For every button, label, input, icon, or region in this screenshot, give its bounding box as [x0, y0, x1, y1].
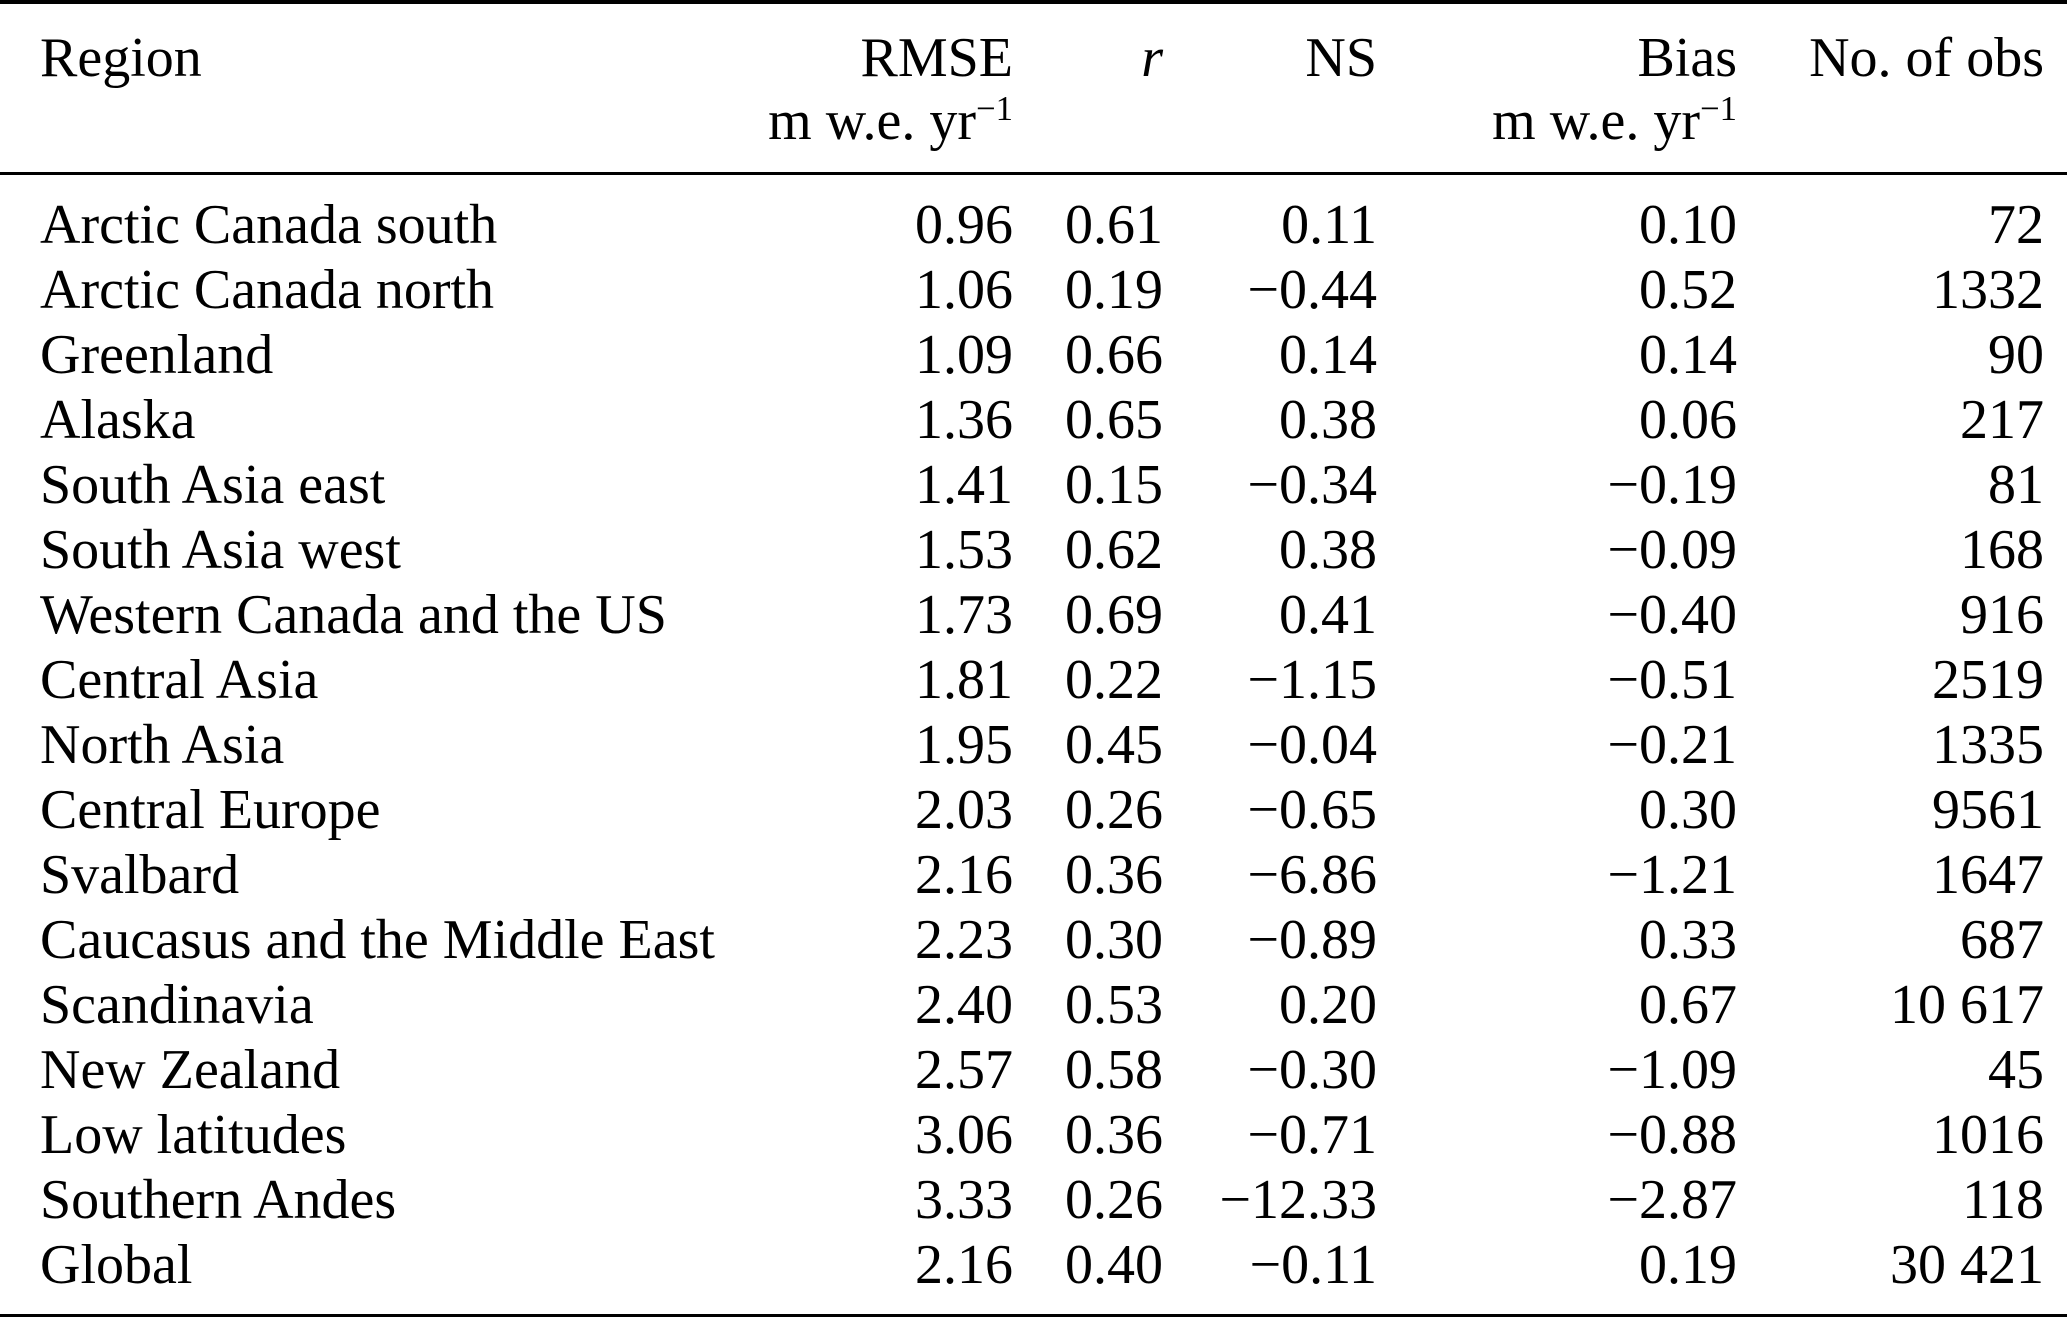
r-cell: 0.22: [1065, 649, 1163, 711]
bias-cell: −1.21: [1607, 844, 1737, 906]
region-cell: Central Europe: [40, 779, 381, 841]
bias-cell: −0.88: [1607, 1104, 1737, 1166]
region-cell: Southern Andes: [40, 1169, 397, 1231]
table-row: [0, 713, 2067, 778]
r-cell: 0.26: [1065, 1169, 1163, 1231]
obs-cell: 1332: [1932, 259, 2044, 321]
table-row: [0, 323, 2067, 388]
bias-cell: 0.10: [1639, 194, 1737, 256]
region-cell: Caucasus and the Middle East: [40, 909, 715, 971]
region-cell: Alaska: [40, 389, 196, 451]
rmse-cell: 1.81: [915, 649, 1013, 711]
obs-cell: 81: [1988, 454, 2044, 516]
r-cell: 0.30: [1065, 909, 1163, 971]
obs-cell: 168: [1960, 519, 2044, 581]
ns-cell: −0.34: [1247, 454, 1377, 516]
r-cell: 0.26: [1065, 779, 1163, 841]
rmse-cell: 1.95: [915, 714, 1013, 776]
obs-cell: 45: [1988, 1039, 2044, 1101]
obs-cell: 1647: [1932, 844, 2044, 906]
r-cell: 0.69: [1065, 584, 1163, 646]
r-cell: 0.66: [1065, 324, 1163, 386]
bias-cell: 0.33: [1639, 909, 1737, 971]
rmse-unit-exponent: −1: [976, 88, 1013, 128]
bias-unit-base: m w.e. yr: [1492, 90, 1701, 152]
region-cell: Low latitudes: [40, 1104, 347, 1166]
obs-cell: 9561: [1932, 779, 2044, 841]
ns-cell: 0.38: [1279, 519, 1377, 581]
obs-cell: 30 421: [1890, 1234, 2044, 1296]
region-cell: North Asia: [40, 714, 285, 776]
obs-cell: 90: [1988, 324, 2044, 386]
ns-cell: 0.20: [1279, 974, 1377, 1036]
header-row-labels: [0, 2, 2067, 88]
region-cell: Svalbard: [40, 844, 240, 906]
table-header: [0, 2, 2067, 174]
region-cell: South Asia west: [40, 519, 401, 581]
region-cell: New Zealand: [40, 1039, 341, 1101]
rmse-cell: 2.40: [915, 974, 1013, 1036]
r-cell: 0.61: [1065, 194, 1163, 256]
ns-cell: −0.89: [1247, 909, 1377, 971]
table-row: [0, 648, 2067, 713]
region-cell: Arctic Canada south: [40, 194, 498, 256]
bias-cell: 0.52: [1639, 259, 1737, 321]
table-row: [0, 453, 2067, 518]
table-row: [0, 908, 2067, 973]
r-cell: 0.40: [1065, 1234, 1163, 1296]
table-row: [0, 1168, 2067, 1233]
rmse-cell: 2.16: [915, 844, 1013, 906]
region-cell: Western Canada and the US: [40, 584, 667, 646]
ns-cell: −1.15: [1247, 649, 1377, 711]
obs-cell: 72: [1988, 194, 2044, 256]
ns-cell: −0.44: [1247, 259, 1377, 321]
r-cell: 0.36: [1065, 844, 1163, 906]
rmse-cell: 1.06: [915, 259, 1013, 321]
rmse-cell: 1.41: [915, 454, 1013, 516]
region-unit-empty: [0, 88, 700, 174]
table-row: [0, 843, 2067, 908]
bias-cell: 0.06: [1639, 389, 1737, 451]
ns-cell: −6.86: [1247, 844, 1377, 906]
ns-cell: 0.14: [1279, 324, 1377, 386]
obs-cell: 217: [1960, 389, 2044, 451]
ns-cell: 0.11: [1281, 194, 1377, 256]
table-row: [0, 388, 2067, 453]
bias-cell: 0.19: [1639, 1234, 1737, 1296]
rmse-cell: 3.33: [915, 1169, 1013, 1231]
ns-unit-empty: [1163, 88, 1377, 174]
region-cell: Greenland: [40, 324, 274, 386]
table-row: [0, 583, 2067, 648]
r-cell: 0.58: [1065, 1039, 1163, 1101]
bias-cell: −0.40: [1607, 584, 1737, 646]
table-row: [0, 258, 2067, 323]
rmse-unit-base: m w.e. yr: [768, 90, 977, 152]
column-header-rmse: RMSE: [860, 27, 1013, 89]
region-cell: South Asia east: [40, 454, 386, 516]
rmse-cell: 1.36: [915, 389, 1013, 451]
header-row-units: [0, 88, 2067, 174]
bias-cell: −0.19: [1607, 454, 1737, 516]
table-row: [0, 518, 2067, 583]
rmse-cell: 2.03: [915, 779, 1013, 841]
ns-cell: 0.38: [1279, 389, 1377, 451]
obs-cell: 10 617: [1890, 974, 2044, 1036]
ns-cell: −0.65: [1247, 779, 1377, 841]
bias-cell: −1.09: [1607, 1039, 1737, 1101]
bias-cell: −0.09: [1607, 519, 1737, 581]
r-cell: 0.19: [1065, 259, 1163, 321]
column-header-region: Region: [40, 27, 202, 89]
obs-cell: 1016: [1932, 1104, 2044, 1166]
r-unit-empty: [1013, 88, 1163, 174]
ns-cell: −0.30: [1247, 1039, 1377, 1101]
r-cell: 0.15: [1065, 454, 1163, 516]
column-header-r: r: [1141, 27, 1163, 89]
region-cell: Global: [40, 1234, 193, 1296]
rmse-cell: 1.09: [915, 324, 1013, 386]
ns-cell: −0.04: [1247, 714, 1377, 776]
bias-cell: −0.21: [1607, 714, 1737, 776]
bias-unit-exponent: −1: [1700, 88, 1737, 128]
table-row: [0, 973, 2067, 1038]
column-header-obs: No. of obs: [1809, 27, 2044, 89]
table-row: [0, 1103, 2067, 1168]
table-row: [0, 1038, 2067, 1103]
obs-unit-empty: [1737, 88, 2067, 174]
bias-cell: 0.14: [1639, 324, 1737, 386]
region-cell: Central Asia: [40, 649, 319, 711]
column-header-bias: Bias: [1637, 27, 1737, 89]
r-cell: 0.45: [1065, 714, 1163, 776]
obs-cell: 118: [1962, 1169, 2044, 1231]
r-cell: 0.36: [1065, 1104, 1163, 1166]
ns-cell: −0.11: [1249, 1234, 1377, 1296]
rmse-cell: 1.73: [915, 584, 1013, 646]
ns-cell: −12.33: [1219, 1169, 1377, 1231]
table-row: [0, 778, 2067, 843]
bias-cell: −2.87: [1607, 1169, 1737, 1231]
table-row: [0, 1233, 2067, 1316]
rmse-cell: 3.06: [915, 1104, 1013, 1166]
rmse-cell: 1.53: [915, 519, 1013, 581]
ns-cell: 0.41: [1279, 584, 1377, 646]
rmse-cell: 2.23: [915, 909, 1013, 971]
ns-cell: −0.71: [1247, 1104, 1377, 1166]
bias-cell: 0.30: [1639, 779, 1737, 841]
bias-cell: −0.51: [1607, 649, 1737, 711]
bias-unit: [1377, 88, 1737, 174]
region-cell: Scandinavia: [40, 974, 314, 1036]
rmse-cell: 2.16: [915, 1234, 1013, 1296]
r-cell: 0.53: [1065, 974, 1163, 1036]
table-row: [0, 174, 2067, 259]
obs-cell: 687: [1960, 909, 2044, 971]
bias-cell: 0.67: [1639, 974, 1737, 1036]
region-cell: Arctic Canada north: [40, 259, 495, 321]
obs-cell: 2519: [1932, 649, 2044, 711]
obs-cell: 916: [1960, 584, 2044, 646]
column-header-ns: NS: [1305, 27, 1377, 89]
rmse-unit: [700, 88, 1013, 174]
rmse-cell: 2.57: [915, 1039, 1013, 1101]
r-cell: 0.62: [1065, 519, 1163, 581]
rmse-cell: 0.96: [915, 194, 1013, 256]
r-cell: 0.65: [1065, 389, 1163, 451]
obs-cell: 1335: [1932, 714, 2044, 776]
table-body: [0, 174, 2067, 1317]
